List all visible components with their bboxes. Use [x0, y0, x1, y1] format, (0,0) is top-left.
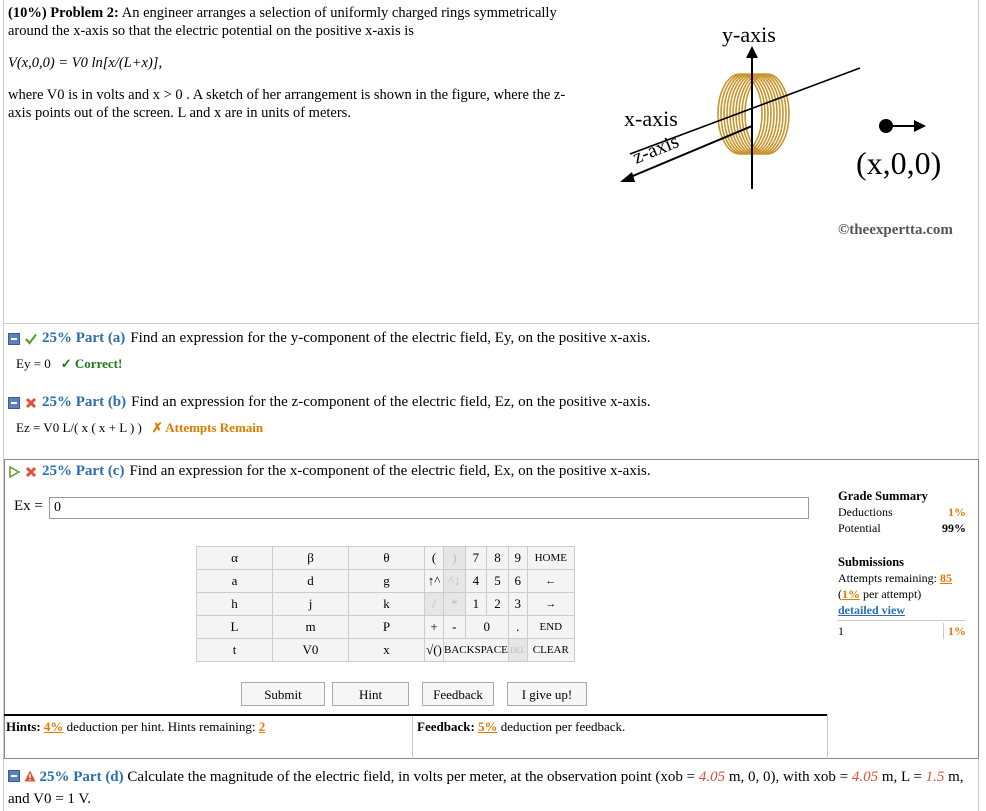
key-del[interactable]: DEL — [508, 639, 527, 662]
attempts-value: 85 — [939, 571, 952, 585]
collapse-icon[interactable] — [8, 770, 20, 782]
part-b-status: ✗ Attempts Remain — [151, 420, 264, 435]
observation-point — [879, 119, 893, 133]
key-0[interactable]: 0 — [465, 616, 508, 639]
potential-label: Potential — [838, 521, 881, 535]
key-x[interactable]: x — [349, 639, 425, 662]
hints-remaining: 2 — [258, 719, 266, 734]
part-c-pct: 25% Part (c) — [42, 463, 125, 479]
problem-label: Problem 2: — [50, 5, 119, 21]
figure — [600, 14, 980, 214]
hint-bar-divider — [4, 714, 828, 716]
collapse-icon[interactable] — [8, 333, 20, 345]
key-home[interactable]: HOME — [527, 547, 574, 570]
key-m[interactable]: m — [273, 616, 349, 639]
attempts-remaining — [838, 570, 966, 586]
ex-answer-input[interactable] — [49, 497, 809, 519]
submissions-title: Submissions — [838, 555, 905, 569]
part-d-v2: 4.05 — [851, 769, 879, 785]
key-h[interactable]: h — [197, 593, 273, 616]
problem-text1: An engineer arranges a selection of uniformly charged rings symmetrically around the x-axis so that the electric potential on the positive x-axis is — [8, 5, 557, 39]
part-d-text4: m, and V0 = 1 V. — [8, 769, 964, 807]
problem-statement — [8, 4, 588, 122]
key-k[interactable]: k — [349, 593, 425, 616]
key-left-arrow[interactable]: ← — [527, 570, 574, 593]
key-minus[interactable]: - — [444, 616, 466, 639]
attempts-label: Attempts remaining: — [838, 571, 937, 585]
collapse-icon[interactable] — [8, 397, 20, 409]
key-divide[interactable]: / — [425, 593, 444, 616]
feedback-button[interactable]: Feedback — [422, 682, 494, 706]
key-power-down[interactable]: ^↓ — [444, 570, 466, 593]
hints-info — [6, 719, 265, 735]
problem-text2: where V0 is in volts and x > 0 . A sketch of her arrangement is shown in the figure, where the z-axis points out of the screen. L and x are in units of meters. — [8, 87, 566, 121]
rings — [718, 74, 789, 154]
key-3[interactable]: 3 — [508, 593, 527, 616]
key-L[interactable]: L — [197, 616, 273, 639]
key-theta[interactable]: θ — [349, 547, 425, 570]
part-b-pct: 25% Part (b) — [42, 394, 127, 410]
part-a-status: ✓ Correct! — [60, 356, 123, 371]
y-axis-label: y-axis — [722, 22, 776, 47]
attempt-row — [838, 620, 966, 639]
grade-summary — [838, 488, 966, 639]
potential-row — [838, 520, 966, 536]
key-power[interactable]: ↑^ — [425, 570, 444, 593]
expand-arrow-icon[interactable] — [8, 466, 20, 478]
key-t[interactable]: t — [197, 639, 273, 662]
key-plus[interactable]: + — [425, 616, 444, 639]
key-a[interactable]: a — [197, 570, 273, 593]
key-9[interactable]: 9 — [508, 547, 527, 570]
key-alpha[interactable]: α — [197, 547, 273, 570]
warning-icon — [24, 770, 36, 782]
part-d-text3: m, L = — [881, 769, 922, 785]
key-8[interactable]: 8 — [487, 547, 509, 570]
z-axis-label: z-axis — [629, 130, 683, 169]
part-a-answer: Ey = 0 — [16, 356, 51, 371]
hints-text: deduction per hint. Hints remaining: — [66, 719, 256, 734]
x-mark-icon — [25, 397, 37, 409]
key-end[interactable]: END — [527, 616, 574, 639]
key-P[interactable]: P — [349, 616, 425, 639]
feedback-info — [417, 719, 625, 735]
part-a-header[interactable] — [8, 330, 650, 347]
part-b-answer-row — [16, 420, 263, 436]
give-up-button[interactable]: I give up! — [507, 682, 587, 706]
part-a-answer-row — [16, 356, 122, 372]
point-arrow — [914, 120, 926, 132]
part-b-text: Find an expression for the z-component of the electric field, Ez, on the positive x-axis. — [131, 394, 651, 410]
part-a-text: Find an expression for the y-component of the electric field, Ey, on the positive x-axis. — [130, 330, 651, 346]
potential-value: 99% — [942, 521, 966, 535]
problem-weight: (10%) — [8, 5, 47, 21]
key-beta[interactable]: β — [273, 547, 349, 570]
key-multiply[interactable]: * — [444, 593, 466, 616]
x-mark-icon — [25, 466, 37, 478]
deductions-label: Deductions — [838, 505, 893, 519]
divider — [4, 323, 978, 324]
key-5[interactable]: 5 — [487, 570, 509, 593]
key-1[interactable]: 1 — [465, 593, 487, 616]
deductions-value: 1% — [948, 505, 966, 519]
key-7[interactable]: 7 — [465, 547, 487, 570]
point-label: (x,0,0) — [856, 145, 942, 181]
key-2[interactable]: 2 — [487, 593, 509, 616]
part-d-pct: 25% Part (d) — [39, 769, 124, 785]
keypad — [196, 546, 575, 662]
part-d-header[interactable] — [8, 766, 973, 810]
problem-equation: V(x,0,0) = V0 ln[x/(L+x)], — [8, 55, 163, 71]
key-V0[interactable]: V0 — [273, 639, 349, 662]
key-dot[interactable]: . — [508, 616, 527, 639]
deductions-row — [838, 504, 966, 520]
part-d-text2: m, 0, 0), with xob = — [728, 769, 849, 785]
per-attempt-pct: 1% — [842, 587, 860, 601]
detailed-view-link[interactable]: detailed view — [838, 603, 905, 617]
key-g[interactable]: g — [349, 570, 425, 593]
per-attempt: (1% per attempt) — [838, 587, 922, 601]
attempt-number: 1 — [838, 624, 844, 638]
ex-label: Ex = — [14, 498, 43, 514]
part-b-answer: Ez = V0 L/( x ( x + L ) ) — [16, 420, 142, 435]
part-d-text1: Calculate the magnitude of the electric field, in volts per meter, at the observation point (xob = — [127, 769, 696, 785]
submit-button[interactable]: Submit — [241, 682, 325, 706]
hints-pct: 4% — [43, 719, 64, 734]
part-d-v1: 4.05 — [698, 769, 726, 785]
y-arrow — [746, 46, 758, 58]
feedback-text: deduction per feedback. — [500, 719, 626, 734]
key-j[interactable]: j — [273, 593, 349, 616]
part-a-pct: 25% Part (a) — [42, 330, 126, 346]
key-6[interactable]: 6 — [508, 570, 527, 593]
key-d[interactable]: d — [273, 570, 349, 593]
key-right-arrow[interactable]: → — [527, 593, 574, 616]
key-4[interactable]: 4 — [465, 570, 487, 593]
hint-feedback-divider — [412, 716, 413, 759]
key-backspace[interactable]: BACKSPACE — [444, 639, 509, 662]
grade-divider — [827, 714, 828, 759]
part-c-text: Find an expression for the x-component of the electric field, Ex, on the positive x-axis. — [129, 463, 651, 479]
feedback-label: Feedback: — [417, 719, 475, 734]
part-c-header[interactable] — [8, 463, 651, 480]
key-clear[interactable]: CLEAR — [527, 639, 574, 662]
hint-button[interactable]: Hint — [332, 682, 409, 706]
z-arrow — [620, 172, 635, 182]
credit: ©theexpertta.com — [838, 222, 953, 238]
grade-title: Grade Summary — [838, 489, 928, 503]
attempt-deduction: 1% — [943, 623, 966, 639]
key-paren-close[interactable]: ) — [444, 547, 466, 570]
key-paren-open[interactable]: ( — [425, 547, 444, 570]
hints-label: Hints: — [6, 719, 41, 734]
x-axis-label: x-axis — [624, 106, 678, 131]
key-sqrt[interactable]: √() — [425, 639, 444, 662]
part-d-v3: 1.5 — [925, 769, 945, 785]
check-icon — [25, 333, 37, 345]
feedback-pct: 5% — [478, 719, 498, 734]
part-b-header[interactable] — [8, 394, 651, 411]
per-attempt-text: per attempt) — [863, 587, 922, 601]
